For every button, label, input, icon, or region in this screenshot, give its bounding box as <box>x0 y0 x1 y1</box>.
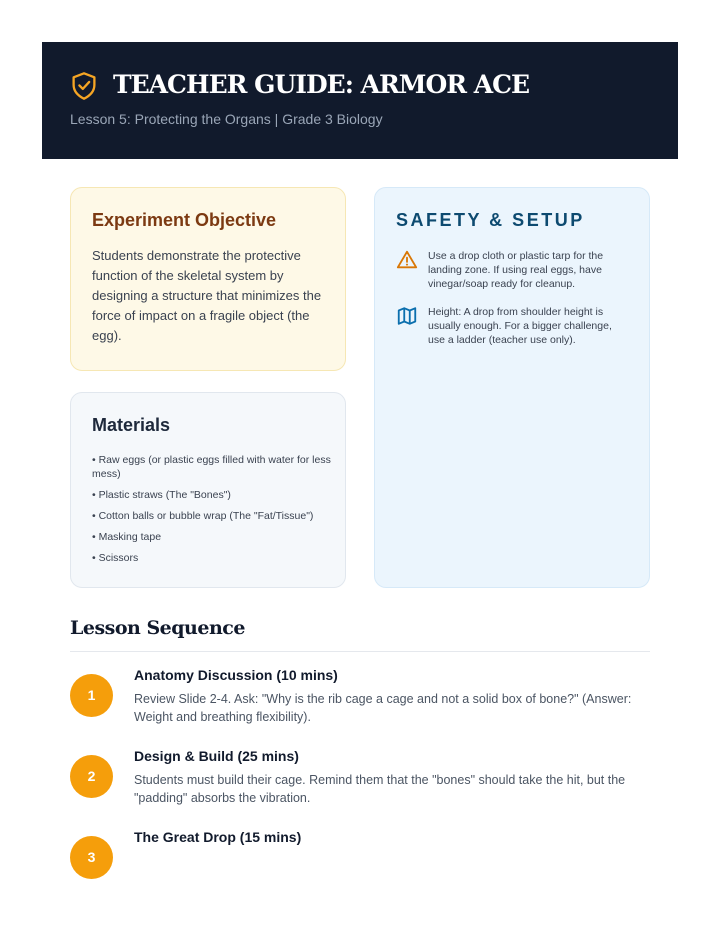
step-number-badge: 3 <box>70 836 113 879</box>
list-item: • Plastic straws (The "Bones") <box>92 488 332 502</box>
objective-text: Students demonstrate the protective function of the skeletal system by designing a structure that minimizes the force of impact on a fragile object (the egg). <box>92 248 322 343</box>
divider <box>70 651 650 652</box>
safety-text: Use a drop cloth or plastic tarp for the landing zone. If using real eggs, have vinegar/soap ready for cleanup. <box>428 250 604 290</box>
map-icon <box>396 305 418 327</box>
header-banner <box>42 42 678 159</box>
objective-card <box>70 187 346 371</box>
step-title: The Great Drop (15 mins) <box>134 829 302 845</box>
step-number-badge: 2 <box>70 755 113 798</box>
safety-title: SAFETY & SETUP <box>396 210 585 230</box>
warning-triangle-icon <box>396 249 418 271</box>
step-title: Anatomy Discussion (10 mins) <box>134 667 338 683</box>
page-subtitle: Lesson 5: Protecting the Organs | Grade 3 Biology <box>70 111 383 127</box>
list-item: • Masking tape <box>92 530 332 544</box>
safety-text: Height: A drop from shoulder height is usually enough. For a bigger challenge, use a ladder (teacher use only). <box>428 306 612 346</box>
shield-check-icon <box>70 71 98 101</box>
materials-list <box>92 453 332 572</box>
objective-title: Experiment Objective <box>92 210 277 230</box>
materials-title: Materials <box>92 415 171 435</box>
materials-card <box>70 392 346 588</box>
step-title: Design & Build (25 mins) <box>134 748 299 764</box>
list-item: • Scissors <box>92 551 332 565</box>
section-title: Lesson Sequence <box>70 617 245 639</box>
step-description: Review Slide 2-4. Ask: "Why is the rib cage a cage and not a solid box of bone?" (Answer: Weight and breathing flexibility). <box>134 692 632 724</box>
list-item: • Raw eggs (or plastic eggs filled with water for less mess) <box>92 453 332 481</box>
list-item: • Cotton balls or bubble wrap (The "Fat/Tissue") <box>92 509 332 523</box>
page-title: TEACHER GUIDE: ARMOR ACE <box>113 70 530 99</box>
step-description: Students must build their cage. Remind them that the "bones" should take the hit, but the "padding" absorbs the vibration. <box>134 773 626 805</box>
safety-card <box>374 187 650 588</box>
step-number-badge: 1 <box>70 674 113 717</box>
